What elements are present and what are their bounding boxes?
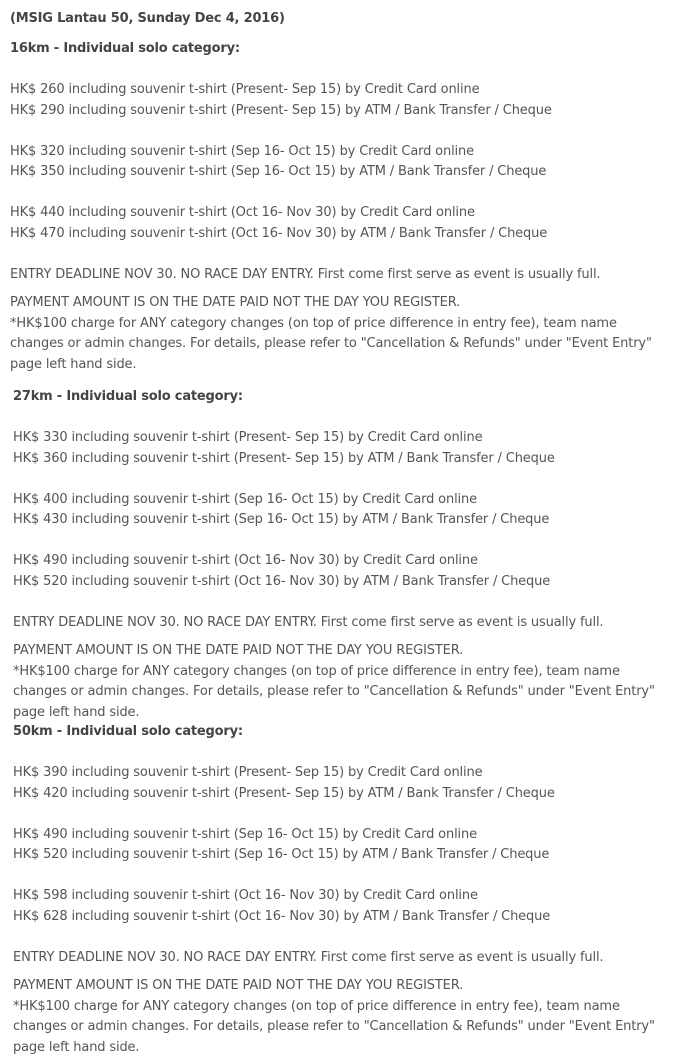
- notes: [13, 641, 663, 723]
- section-16km: [10, 39, 660, 375]
- price-group-3: [10, 203, 660, 244]
- price-line: HK$ 470 including souvenir t-shirt (Oct 16- Nov 30) by ATM / Bank Transfer / Cheque: [10, 224, 660, 245]
- price-group-3: [13, 551, 663, 592]
- charge-note: *HK$100 charge for ANY category changes (on top of price difference in entry fee), team name changes or admin changes. For details, please refer to "Cancellation & Refunds" under "Event Entry" page left hand side.: [13, 997, 663, 1058]
- section-50km: [13, 722, 663, 1058]
- price-group-1: [10, 80, 660, 121]
- price-line: HK$ 320 including souvenir t-shirt (Sep 16- Oct 15) by Credit Card online: [10, 142, 660, 163]
- payment-note: PAYMENT AMOUNT IS ON THE DATE PAID NOT THE DAY YOU REGISTER.: [13, 641, 663, 662]
- price-group-2: [13, 825, 663, 866]
- notes: [13, 976, 663, 1058]
- payment-note: PAYMENT AMOUNT IS ON THE DATE PAID NOT THE DAY YOU REGISTER.: [10, 293, 660, 314]
- category-title: 16km - Individual solo category:: [10, 39, 660, 60]
- price-line: HK$ 628 including souvenir t-shirt (Oct 16- Nov 30) by ATM / Bank Transfer / Cheque: [13, 907, 663, 928]
- price-line: HK$ 350 including souvenir t-shirt (Sep 16- Oct 15) by ATM / Bank Transfer / Cheque: [10, 162, 660, 183]
- section-27km: [13, 387, 663, 723]
- price-line: HK$ 520 including souvenir t-shirt (Sep 16- Oct 15) by ATM / Bank Transfer / Cheque: [13, 845, 663, 866]
- notes: [10, 293, 660, 375]
- price-line: HK$ 400 including souvenir t-shirt (Sep 16- Oct 15) by Credit Card online: [13, 490, 663, 511]
- price-group-2: [10, 142, 660, 183]
- category-title: 27km - Individual solo category:: [13, 387, 663, 408]
- entry-deadline: ENTRY DEADLINE NOV 30. NO RACE DAY ENTRY. First come first serve as event is usually full.: [13, 613, 663, 634]
- price-line: HK$ 598 including souvenir t-shirt (Oct 16- Nov 30) by Credit Card online: [13, 886, 663, 907]
- price-line: HK$ 420 including souvenir t-shirt (Present- Sep 15) by ATM / Bank Transfer / Cheque: [13, 784, 663, 805]
- event-header: (MSIG Lantau 50, Sunday Dec 4, 2016): [10, 9, 285, 30]
- payment-note: PAYMENT AMOUNT IS ON THE DATE PAID NOT THE DAY YOU REGISTER.: [13, 976, 663, 997]
- price-line: HK$ 440 including souvenir t-shirt (Oct 16- Nov 30) by Credit Card online: [10, 203, 660, 224]
- charge-note: *HK$100 charge for ANY category changes (on top of price difference in entry fee), team name changes or admin changes. For details, please refer to "Cancellation & Refunds" under "Event Entry" page left hand side.: [10, 314, 660, 376]
- price-line: HK$ 490 including souvenir t-shirt (Oct 16- Nov 30) by Credit Card online: [13, 551, 663, 572]
- category-title: 50km - Individual solo category:: [13, 722, 663, 743]
- price-line: HK$ 290 including souvenir t-shirt (Present- Sep 15) by ATM / Bank Transfer / Cheque: [10, 101, 660, 122]
- price-group-1: [13, 428, 663, 469]
- price-group-1: [13, 763, 663, 804]
- price-line: HK$ 330 including souvenir t-shirt (Present- Sep 15) by Credit Card online: [13, 428, 663, 449]
- charge-note: *HK$100 charge for ANY category changes (on top of price difference in entry fee), team name changes or admin changes. For details, please refer to "Cancellation & Refunds" under "Event Entry" page left hand side.: [13, 662, 663, 724]
- price-line: HK$ 390 including souvenir t-shirt (Present- Sep 15) by Credit Card online: [13, 763, 663, 784]
- price-line: HK$ 430 including souvenir t-shirt (Sep 16- Oct 15) by ATM / Bank Transfer / Cheque: [13, 510, 663, 531]
- price-group-2: [13, 490, 663, 531]
- price-line: HK$ 260 including souvenir t-shirt (Present- Sep 15) by Credit Card online: [10, 80, 660, 101]
- entry-deadline: ENTRY DEADLINE NOV 30. NO RACE DAY ENTRY. First come first serve as event is usually full.: [13, 948, 663, 969]
- entry-deadline: ENTRY DEADLINE NOV 30. NO RACE DAY ENTRY. First come first serve as event is usually full.: [10, 265, 660, 286]
- price-line: HK$ 490 including souvenir t-shirt (Sep 16- Oct 15) by Credit Card online: [13, 825, 663, 846]
- price-line: HK$ 520 including souvenir t-shirt (Oct 16- Nov 30) by ATM / Bank Transfer / Cheque: [13, 572, 663, 593]
- price-group-3: [13, 886, 663, 927]
- price-line: HK$ 360 including souvenir t-shirt (Present- Sep 15) by ATM / Bank Transfer / Cheque: [13, 449, 663, 470]
